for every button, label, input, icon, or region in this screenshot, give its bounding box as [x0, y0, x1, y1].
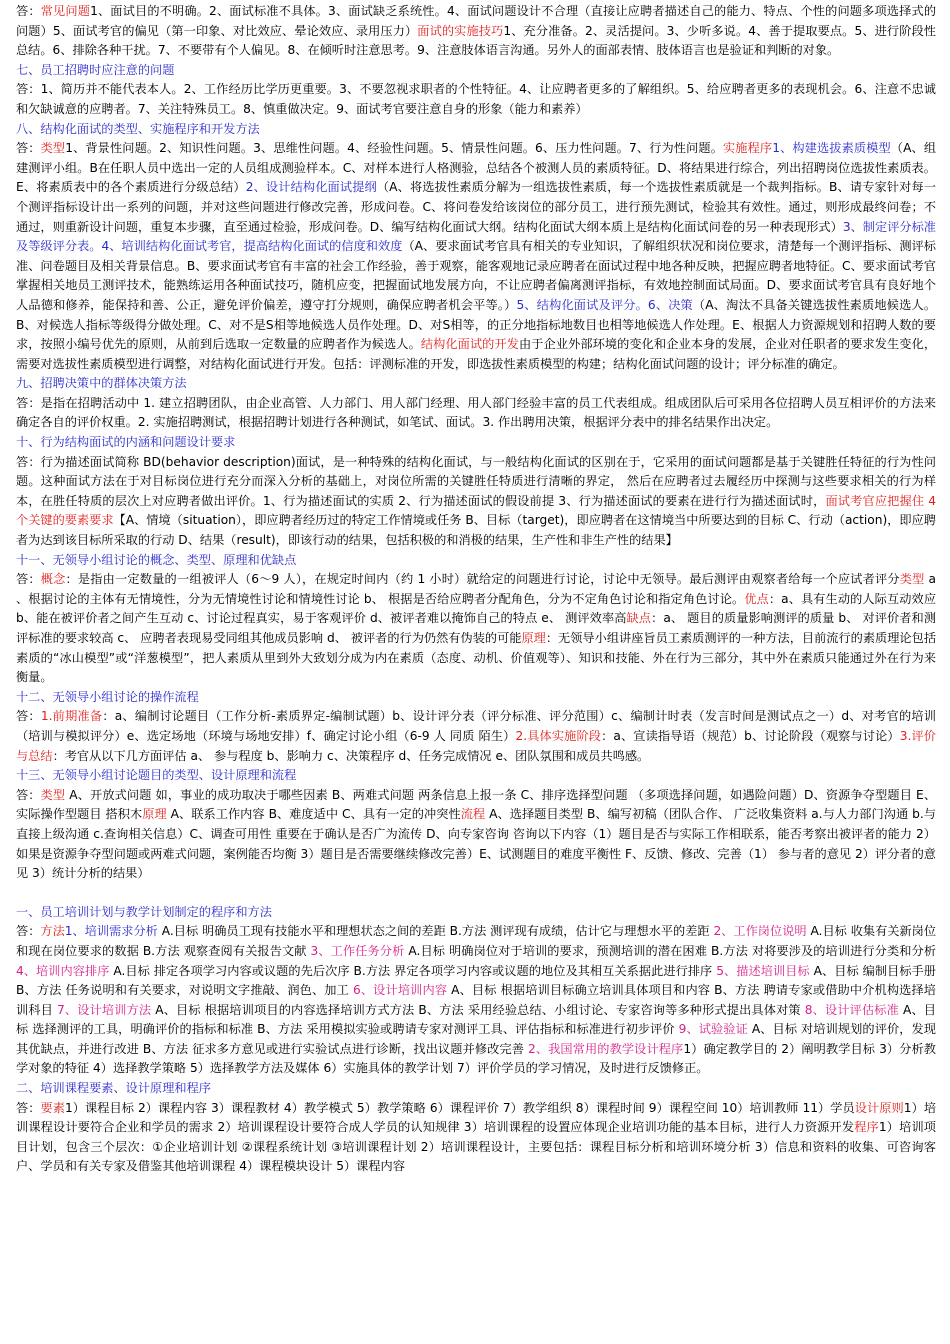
answer-paragraph — [16, 394, 936, 433]
answer-paragraph — [16, 707, 936, 766]
highlight-term: 设计原则 — [854, 1100, 904, 1115]
highlight-term: 面试的实施技巧 — [417, 23, 504, 38]
highlight-term: 4、培训内容排序 — [16, 963, 110, 978]
text-run: 答： — [16, 4, 41, 18]
answer-paragraph — [16, 922, 936, 1079]
text-run: ：a、宣读指导语（规范）b、讨论阶段（观察与讨论） — [601, 728, 900, 743]
highlight-term: 6、设计培训内容 — [352, 983, 448, 998]
section-heading — [16, 120, 936, 140]
text-run: 答： — [16, 709, 41, 724]
highlight-term: 2、我国常用的教学设计程序 — [528, 1041, 684, 1056]
highlight-term: 面试考官应把握住 4 个关键的要素要求 — [16, 493, 936, 528]
text-run: 答： — [16, 787, 41, 802]
text-run: 答：行为描述面试简称 BD(behavior description)面试，是一种特殊的结构化面试，与一般结构化面试的区别在于，它采用的面试问题都是基于关键胜任特征的行为性问题。这种面试方法在于对目标岗位进行充分而深入分析的基础上，对岗位所需的关键胜任特质进行清晰的界定， 然后在应聘者过去履经历中探测与这些要求相关的行为样本，在胜任特质的层次上对应聘者做出评价。1、行为描述面试的实质 2、行为描述面试的假设前提 3、行为描述面试的要素在进行行为描述面试时， — [16, 454, 936, 508]
highlight-term: 程序 — [854, 1120, 879, 1135]
text-run: A.目标 收集有关新岗位和现在岗位要求的数据 B.方法 观察查阅有关报告文献 — [16, 924, 937, 958]
highlight-term: 2、工作岗位说明 — [713, 924, 807, 939]
text-run: A.目标 明确员工现有技能水平和理想状态之间的差距 B.方法 测评现有成绩，估计它与理想水平的差距 — [157, 924, 714, 939]
highlight-term: 实施程序 — [723, 141, 773, 156]
highlight-term: 类型 — [40, 141, 66, 156]
text-run: 答： — [16, 924, 41, 939]
highlight-term: 一、员工培训计划与教学计划制定的程序和方法 — [16, 904, 272, 919]
text-run: A.目标 明确岗位对于培训的要求，预测培训的潜在困难 B.方法 对将要涉及的培训进行分类和分析 — [404, 943, 937, 958]
highlight-term: 二、培训课程要素、设计原理和程序 — [16, 1081, 211, 1096]
highlight-term: 1、培训需求分析 — [64, 924, 158, 939]
highlight-term: 2.具体实施阶段 — [515, 728, 602, 743]
highlight-term: 十、行为结构面试的内涵和问题设计要求 — [16, 435, 236, 450]
text-run: ：是指由一定数量的一组被评人（6～9 人），在规定时间内（约 1 小时）就给定的问题进行讨论，讨论中无领导。最后测评由观察者给每一个应试者评分 — [65, 572, 900, 587]
highlight-term: 3.评价与总结 — [16, 728, 936, 763]
text-run: （A、淘汰不具备关键选拔性素质地候选人。B、对候选人指标等级得分做处理。C、对不是S相等地候选人员作处理。D、对S相等，的正分地指标地数目也相等地候选人作处理。E、根据人力资源规划和招聘人数的要求，按照小编号优先的原则，从前到后选取一定数量的应聘者作为候选人。 — [16, 297, 937, 352]
text-run: A、选择题目类型 B、编写初稿（团队合作、 广泛收集资料 a.与人力部门沟通 b.与直接上级沟通 c.查询相关信息）C、调查可用性 重要在于确认是否广为流传 D、向专家咨询 咨询以下内容（1）题目是否与实际工作相联系，能否考察出被评者的能力 2）如果是资源争夺型问题或两难式问题，案例能否均衡 3）题目是否需要继续修改完善）E、试测题目的难度平衡性 F、反馈、修改、完善（1） 参与者的意见 2）评分者的意见 3）统计分析的结果） — [16, 807, 936, 881]
text-run: （A、将选拔性素质分解为一组选拔性素质，每一个选拔性素质就是一个裁判指标。B、请专家针对每一个测评指标设计出一系列的问题，并对这些问题进行修改完善，形成问卷。C、将问卷发给该岗位的部分员工，进行预先测试，检验其有效性。通过，则形成最终问卷；不通过，则重新设计问题，重复本步骤，直至通过检验，形成问卷。D、编写结构化面试大纲。结构化面试大纲本质上是结构化面试问卷的另一种表现形式） — [16, 180, 937, 234]
highlight-term: 类型 — [40, 787, 66, 802]
text-run: （A、要求面试考官具有相关的专业知识，了解组织状况和岗位要求，清楚每一个测评指标、测评标准、问卷题目及相关背景信息。B、要求面试考官有丰富的社会工作经验，善于观察，能客观地记录应聘者在面试过程中地各种反映，把握应聘者地特征。C、要求面试考官掌握相关地员工测评技术，能熟练运用各种面试技巧，随机应变，把握面试地发展方向，不让应聘者偏离测评指标，有效地控制面试局面。D、要求面试考官具有良好地个人品德和修养，能保持和善、公正，避免评价偏差，遵守打分规则，确保应聘者机会平等。） — [16, 239, 936, 312]
highlight-term: 七、员工招聘时应注意的问题 — [16, 62, 175, 77]
text-run: 答：1、简历并不能代表本人。2、工作经历比学历更重要。3、不要忽视求职者的个性特征。4、让应聘者更多的了解组织。5、给应聘者更多的表现机会。6、注意不忠诚和欠缺诚意的应聘者。7、关注特殊员工。8、慎重做决定。9、面试考官要注意自身的形象（能力和素养） — [16, 82, 936, 116]
text-run: 【A、情境（situation），即应聘者经历过的特定工作情境或任务 B、目标（target)，即应聘者在这情境当中所要达到的目标 C、行动（action)，即应聘者为达到该目标所采取的行动 D、结果（result)，即该行动的结果，包括积极的和消极的结果，生产性和非生产性的结果】 — [16, 513, 936, 548]
highlight-term: 要素 — [40, 1100, 65, 1115]
text-run: 1、面试目的不明确。2、面试标准不具体。3、面试缺乏系统性。4、面试问题设计不合理（直接让应聘者描述自己的能力、特点、个性的问题多项选择式的问题）5、面试考官的偏见（第一印象、对比效应、晕论效应、录用压力） — [16, 4, 937, 38]
highlight-term: 优点 — [744, 591, 769, 606]
section-heading — [16, 1079, 936, 1099]
text-run: 答： — [16, 1100, 41, 1115]
text-run: a 、根据讨论的主体有无情境性，分为无情境性讨论和情境性讨论 b、 根据是否给应聘者分配角色，分为不定角色讨论和指定角色讨论。 — [16, 572, 937, 606]
text-run: 答：是指在招聘活动中 1. 建立招聘团队，由企业高管、人力部门、用人部门经理、用人部门经验丰富的员工代表组成。组成团队后可采用各位招聘人员互相评价的方法来确定各自的评价权重。2. 实施招聘测试，根据招聘计划进行各种测试，如笔试、面试。3. 作出聘用决策，根据评分表中的排名结果作出决定。 — [16, 395, 936, 430]
text-run: A、开放式问题 如，事业的成功取决于哪些因素 B、两难式问题 两条信息上报一条 C、排序选择型问题 （多项选择问题，如遇险问题）D、资源争夺型题目 E、实际操作型题目 搭积木 — [16, 787, 937, 822]
text-run: A、目标 根据培训项目的内容选择培训方式方法 B、方法 采用经验总结、小组讨论、专家咨询等多种形式提出具体对策 — [151, 1002, 805, 1017]
highlight-term: 1.前期准备 — [40, 709, 103, 724]
answer-paragraph — [16, 453, 936, 551]
text-run: 1）确定教学目的 2）阐明教学目标 3）分析教学对象的特征 4）选择教学策略 5）选择教学方法及媒体 6）实施具体的教学计划 7）评价学员的学习情况，及时进行反馈修正。 — [16, 1041, 936, 1076]
text-run: ：a、具有生动的人际互动效应 b、能在被评价者之间产生互动 c、讨论过程真实，易于客观评价 d、被评者难以掩饰自己的特点 e、 测评效率高 — [16, 591, 937, 626]
section-heading — [16, 766, 936, 786]
text-run: 由于企业外部环境的变化和企业本身的发展，企业对任职者的要求发生变化，需要对选拔性素质模型进行调整，对结构化面试进行开发。包括：评测标准的开发，即选拔性素质模型的构建；结构化面试问题的设计；评分标准的确定。 — [16, 337, 937, 371]
text-run: 答： — [16, 572, 41, 587]
text-run: A、目标 根据培训目标确立培训具体项目和内容 B、方法 聘请专家或借助中介机构选择培训科目 — [16, 983, 936, 1017]
highlight-term: 八、结构化面试的类型、实施程序和开发方法 — [16, 121, 260, 136]
text-run: ：考官从以下几方面评估 a、 参与程度 b、影响力 c、决策程序 d、任务完成情况 e、团队氛围和成员共鸣感。 — [52, 748, 650, 763]
highlight-term: 流程 — [460, 807, 486, 822]
answer-paragraph — [16, 786, 936, 884]
highlight-term: 5、描述培训目标 — [716, 963, 810, 978]
text-run: 1）培训项目计划，包含三个层次：①企业培训计划 ②课程系统计划 ③培训课程计划 2）培训课程设计，主要包括：课程目标分析和培训环境分析 3）信息和资料的收集、可咨询客户、学员和有关专家及借鉴其他培训课程 4）课程模块设计 5）课程内容 — [16, 1120, 936, 1174]
text-run: A、目标 对培训规划的评价，发现其优缺点，并进行改进 B、方法 征求多方意见或进行实验试点进行诊断，找出议题并修改完善 — [16, 1022, 936, 1056]
highlight-term: 9、试验验证 — [678, 1022, 748, 1037]
section-heading — [16, 903, 936, 923]
highlight-term: 原理 — [521, 631, 546, 645]
text-run: ：a、 题目的质量影响测评的质量 b、 对评价者和测评标准的要求较高 c、 应聘者表现易受同组其他成员影响 d、 被评者的行为仍然有伪装的可能 — [16, 611, 937, 645]
highlight-term: 8、设计评估标准 — [804, 1002, 899, 1017]
highlight-term: 原理 — [142, 807, 167, 822]
section-heading — [16, 374, 936, 394]
highlight-term: 方法 — [40, 924, 65, 939]
text-run: A、联系工作内容 B、难度适中 C、具有一定的冲突性 — [166, 807, 461, 822]
text-run: 1）课程目标 2）课程内容 3）课程教材 4）教学模式 5）教学策略 6）课程评价 7）教学组织 8）课程时间 9）课程空间 10）培训教师 11）学员 — [65, 1100, 855, 1115]
section-heading — [16, 551, 936, 571]
highlight-term: 3、制定评分标准及等级评分表。4、培训结构化面试考官，提高结构化面试的信度和效度 — [16, 219, 936, 254]
text-run: A、目标 选择测评的工具，明确评价的指标和标准 B、方法 采用模拟实验或聘请专家对测评工具、评估指标和标准进行初步评价 — [16, 1002, 936, 1037]
text-run: A.目标 排定各项学习内容或议题的先后次序 B.方法 界定各项学习内容或议题的地位及其相互关系据此进行排序 — [109, 963, 717, 978]
highlight-term: 类型 — [899, 572, 925, 587]
highlight-term: 十一、无领导小组讨论的概念、类型、原理和优缺点 — [16, 552, 297, 567]
highlight-term: 结构化面试的开发 — [420, 337, 519, 352]
text-run: 1）培训课程设计要符合企业和学员的需求 2）培训课程设计要符合成人学员的认知规律 3）培训课程的设置应体现企业培训功能的基本目标，进行人力资源开发 — [16, 1100, 937, 1135]
section-heading — [16, 61, 936, 81]
text-run: ：a、编制讨论题目（工作分析-素质界定-编制试题）b、设计评分表（评分标准、评分范围）c、编制计时表（发言时间是测试点之一）d、对考官的培训（培训与模拟评分）e、选定场地（环境与场地安排）f、确定讨论小组（6-9 人 同质 陌生） — [16, 709, 936, 743]
highlight-term: 十二、无领导小组讨论的操作流程 — [16, 689, 199, 704]
text-run: A、目标 编制目标手册 B、方法 任务说明和有关要求，对说明文字推敲、润色、加工 — [16, 963, 936, 998]
answer-paragraph — [16, 80, 936, 119]
highlight-term: 7、设计培训方法 — [57, 1002, 152, 1017]
highlight-term: 缺点 — [626, 611, 652, 626]
text-run: 1、充分准备。2、灵活提问。3、少听多说。4、善于提取要点。5、进行阶段性总结。6、排除各种干扰。7、不要带有个人偏见。8、在倾听时注意思考。9、注意肢体语言沟通。另外人的面部表情、肢体语言也是验证和判断的对象。 — [16, 23, 936, 58]
highlight-term: 3、工作任务分析 — [310, 943, 405, 958]
highlight-term: 九、招聘决策中的群体决策方法 — [16, 376, 187, 391]
answer-paragraph — [16, 2, 936, 61]
text-run: ：无领导小组讲座旨员工素质测评的一种方法，目前流行的素质理论包括素质的“冰山模型”或“洋葱模型”，把人素质从里到外大致划分成为内在素质（态度、动机、价值观等）、知识和技能、外在行为三部分，其中外在素质只能通过外在行为来衡量。 — [16, 631, 937, 685]
text-run: （A、组建测评小组。B在任职人员中选出一定的人员组成测验样本。C、对样本进行人格测验，总结各个被测人员的素质特征。D、将结果进行综合，列出招聘岗位选拔性素质表。E、将素质表中的各个素质进行分级总结） — [16, 141, 937, 195]
section-heading — [16, 688, 936, 708]
answer-paragraph — [16, 1099, 936, 1177]
highlight-term: 概念 — [40, 572, 66, 587]
blank-line — [16, 884, 936, 903]
highlight-term: 1、构建选拔素质模型 — [772, 141, 891, 156]
highlight-term: 5、结构化面试及评分。6、决策 — [516, 297, 693, 312]
text-run: 答： — [16, 141, 41, 156]
highlight-term: 常见问题 — [40, 4, 91, 18]
answer-paragraph — [16, 139, 936, 374]
section-heading — [16, 433, 936, 453]
highlight-term: 十三、无领导小组讨论题目的类型、设计原理和流程 — [16, 768, 297, 783]
text-run: 1、背景性问题。2、知识性问题。3、思维性问题。4、经验性问题。5、情景性问题。6、压力性问题。7、行为性问题。 — [65, 141, 723, 156]
answer-paragraph — [16, 570, 936, 688]
highlight-term: 2、设计结构化面试提纲 — [245, 180, 377, 195]
